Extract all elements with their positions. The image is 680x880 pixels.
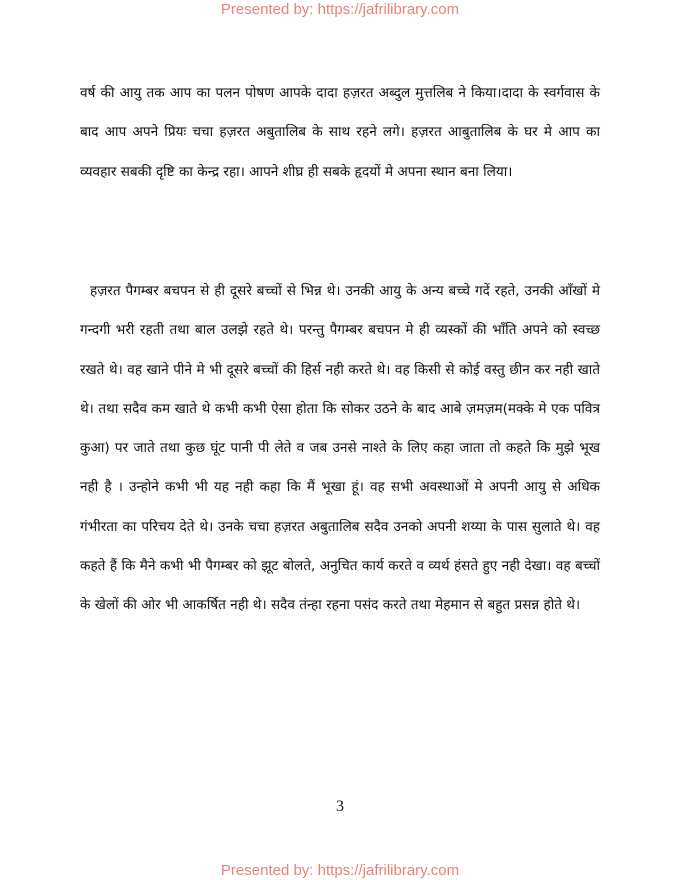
page-number: 3 <box>336 798 344 815</box>
paragraph-1: वर्ष की आयु तक आप का पलन पोषण आपके दादा हज़रत अब्दुल मुत्तलिब ने किया।दादा के स्वर्गवास के बाद आप अपने प्रियः चचा हज़रत अबुतालिब के साथ रहने लगे। हज़रत आबुतालिब के घर मे आप का व्यवहार सबकी दृष्टि का केन्द्र रहा। आपने शीघ्र ही सबके हृदयों मे अपना स्थान बना लिया। <box>80 85 600 180</box>
watermark-bottom: Presented by: https://jafrilibrary.com <box>220 862 460 879</box>
paragraph-2: हज़रत पैगम्बर बचपन से ही दूसरे बच्चों से भिन्न थे। उनकी आयु के अन्य बच्चे गदें रहते, उनकी आँखों मे गन्दगी भरी रहती तथा बाल उलझे रहते थे। परन्तु पैगम्बर बचपन मे ही व्यस्कों की भाँति अपने को स्वच्छ रखते थे। वह खाने पीने मे भी दूसरे बच्चों की हिर्स नही करते थे। वह किसी से कोई वस्तु छीन कर नही खाते थे। तथा सदैव कम खाते थे कभी कभी ऐसा होता कि सोकर उठने के बाद आबे ज़मज़म(मक्के मे एक पवित्र कुआ) पर जाते तथा कुछ घूंट पानी पी लेते व जब उनसे नाश्ते के लिए कहा जाता तो कहते कि मुझे भूख नही है । उन्होने कभी भी यह नही कहा कि मैं भूखा हूं। वह सभी अवस्थाओं मे अपनी आयु से अधिक गंभीरता का परिचय देते थे। उनके चचा हज़रत अबुतालिब सदैव उनको अपनी शय्या के पास सुलाते थे। वह कहते हैं कि मैने कभी भी पैगम्बर को झूट बोलते, अनुचित कार्य करते व व्यर्थ हंसते हुए नही देखा। वह बच्चों के खेलों की ओर भी आकर्षित नही थे। सदैव तंन्हा रहना पसंद करते तथा मेहमान से बहुत प्रसन्न होते थे। <box>80 283 600 614</box>
watermark-top: Presented by: https://jafrilibrary.com <box>220 1 460 18</box>
